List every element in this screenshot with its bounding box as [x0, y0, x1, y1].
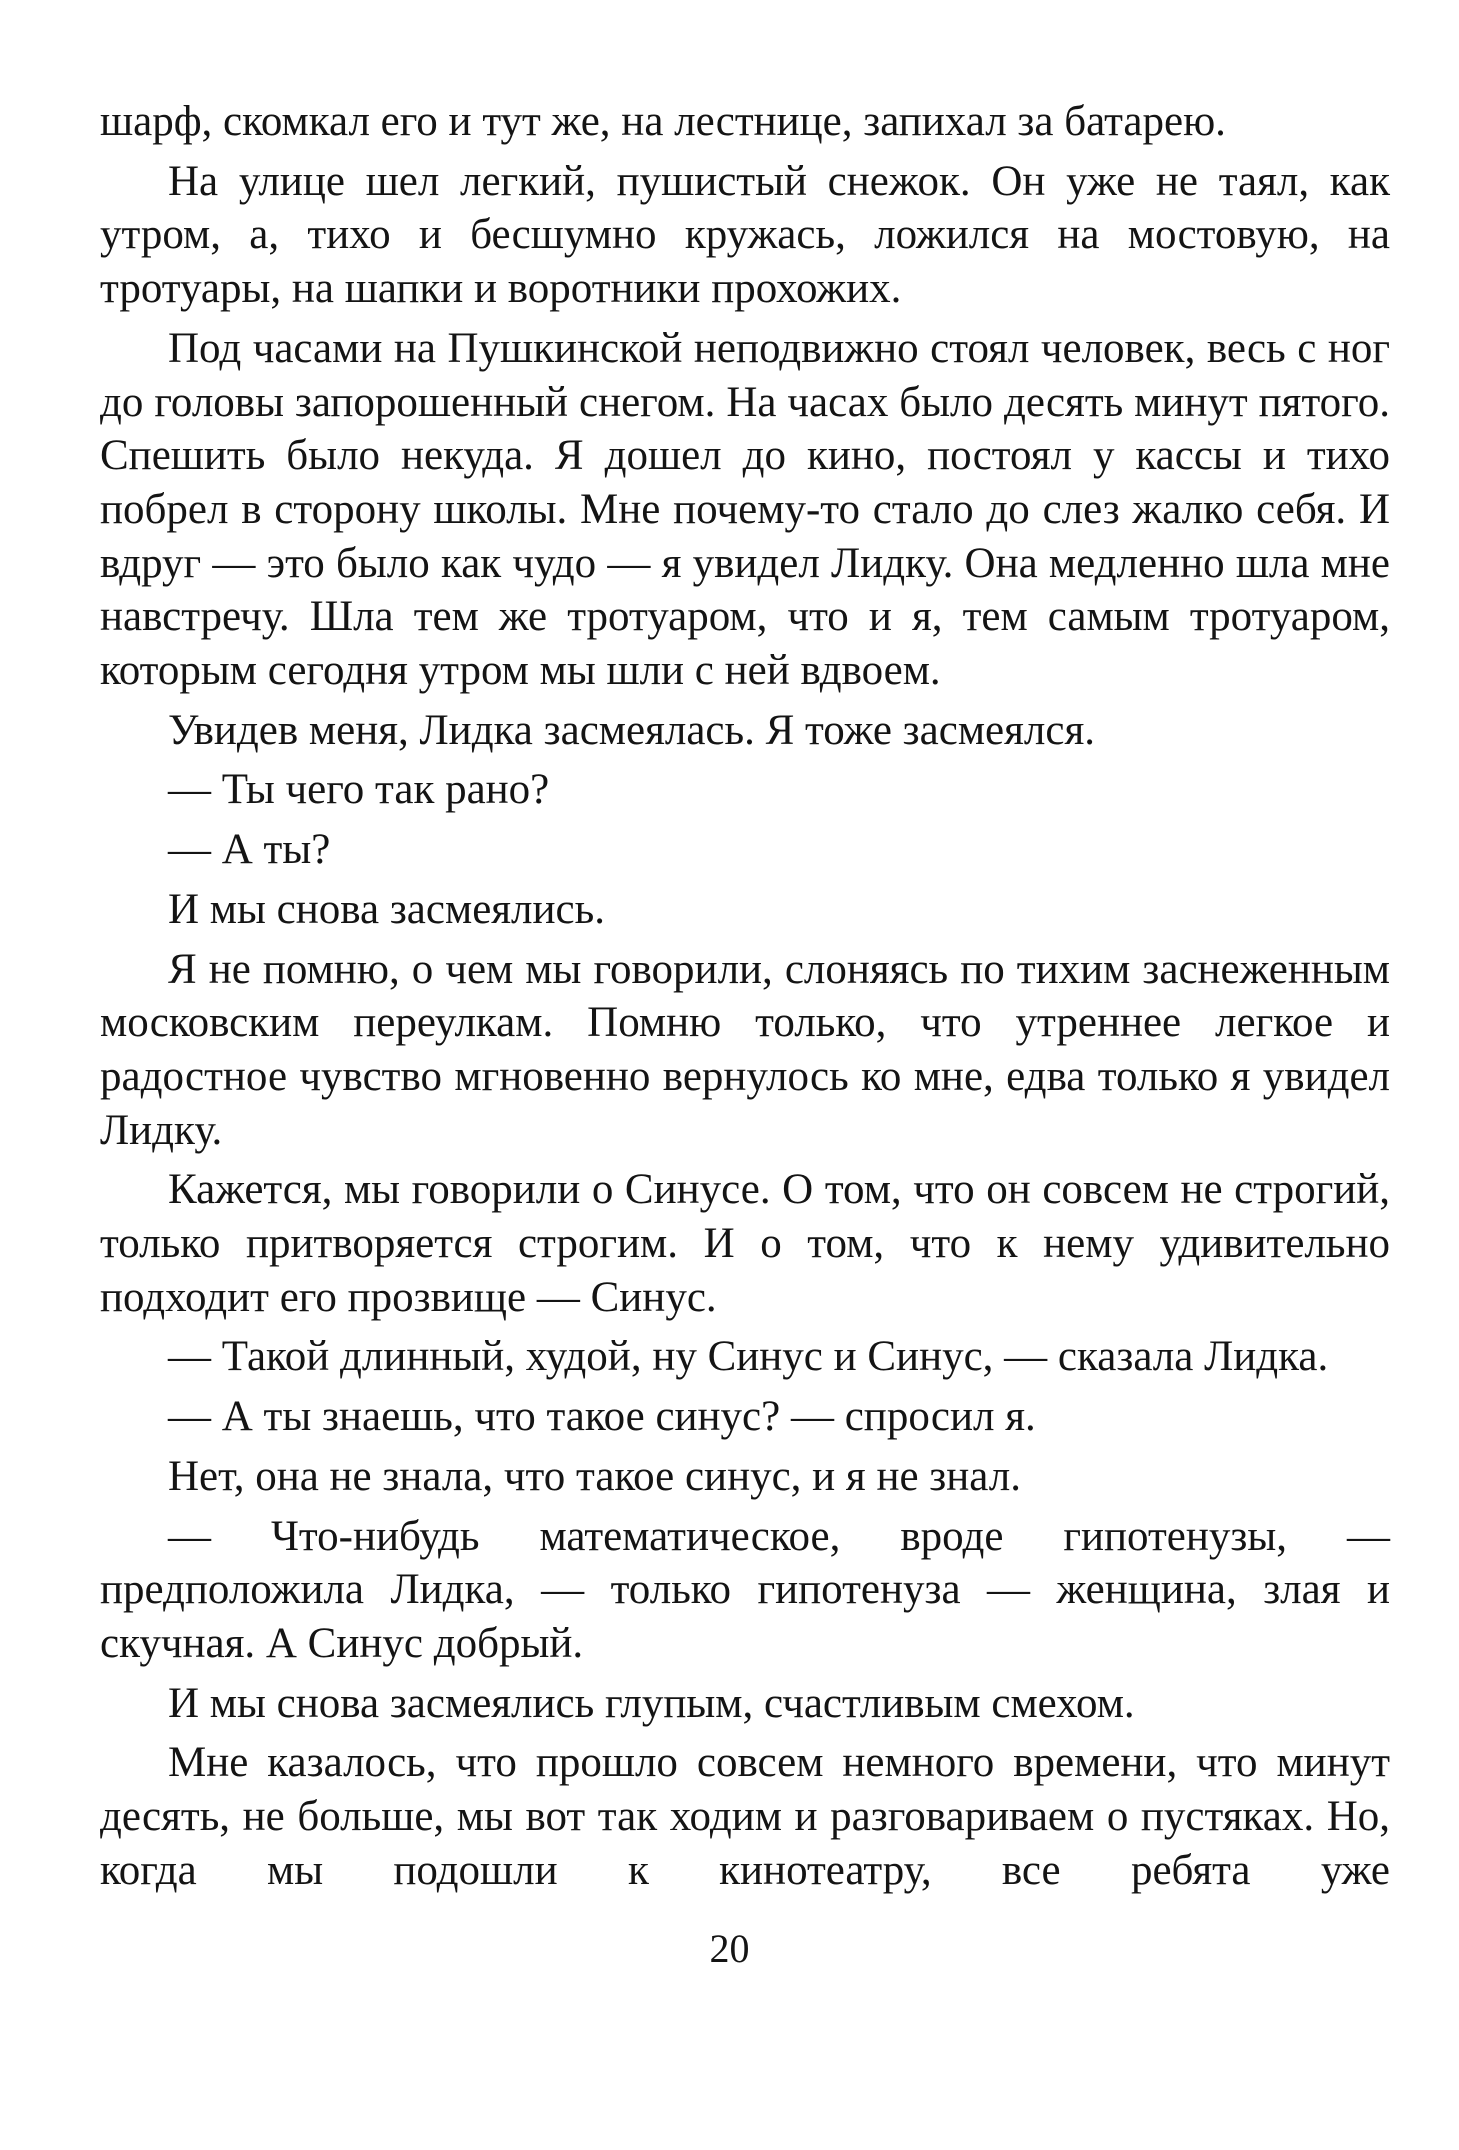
- paragraph: Нет, она не знала, что такое синус, и я не знал.: [168, 1452, 1021, 1500]
- paragraph: Под часами на Пушкинской неподвижно стоял человек, весь с ног до головы запорошенный снегом. На часах было десять минут пятого. Спешить было некуда. Я дошел до кино, постоял у кассы и тихо побрел в сторону школы. Мне почему-то стало до слез жалко себя. И вдруг — это было как чудо — я увидел Лидку. Она медленно шла мне навстречу. Шла тем же тротуаром, что и я, тем самым тротуаром, которым сегодня утром мы шли с ней вдвоем.: [100, 324, 1390, 695]
- paragraph: И мы снова засмеялись глупым, счастливым смехом.: [168, 1679, 1135, 1727]
- dialogue-line: — А ты?: [168, 826, 331, 874]
- paragraph: Я не помню, о чем мы говорили, слоняясь по тихим заснеженным московским переулкам. Помню только, что утреннее легкое и радостное чувство мгновенно вернулось ко мне, едва только я увидел Лидку.: [100, 945, 1390, 1154]
- dialogue-line: — Что-нибудь математическое, вроде гипотенузы, — предположила Лидка, — только гипотенуза — женщина, злая и скучная. А Синус добрый.: [100, 1512, 1390, 1667]
- paragraph: И мы снова засмеялись.: [168, 885, 605, 933]
- paragraph: Кажется, мы говорили о Синусе. О том, что он совсем не строгий, только притворяется строгим. И о том, что к нему удивительно подходит его прозвище — Синус.: [100, 1166, 1390, 1321]
- paragraph: шарф, скомкал его и тут же, на лестнице, запихал за батарею.: [100, 98, 1226, 145]
- paragraph: Увидев меня, Лидка засмеялась. Я тоже засмеялся.: [168, 706, 1095, 754]
- dialogue-line: — Такой длинный, худой, ну Синус и Синус, — сказала Лидка.: [168, 1333, 1329, 1381]
- dialogue-line: — Ты чего так рано?: [168, 766, 550, 814]
- paragraph: Мне казалось, что прошло совсем немного времени, что минут десять, не больше, мы вот так ходим и разговариваем о пустяках. Но, когда мы подошли к кинотеатру, все ребята уже: [100, 1739, 1390, 1894]
- paragraph: На улице шел легкий, пушистый снежок. Он уже не таял, как утром, а, тихо и бесшумно кружась, ложился на мостовую, на тротуары, на шапки и воротники прохожих.: [100, 157, 1390, 313]
- dialogue-line: — А ты знаешь, что такое синус? — спросил я.: [168, 1393, 1036, 1441]
- page-body-text: [100, 95, 1390, 1898]
- page-number: 20: [709, 1926, 750, 1971]
